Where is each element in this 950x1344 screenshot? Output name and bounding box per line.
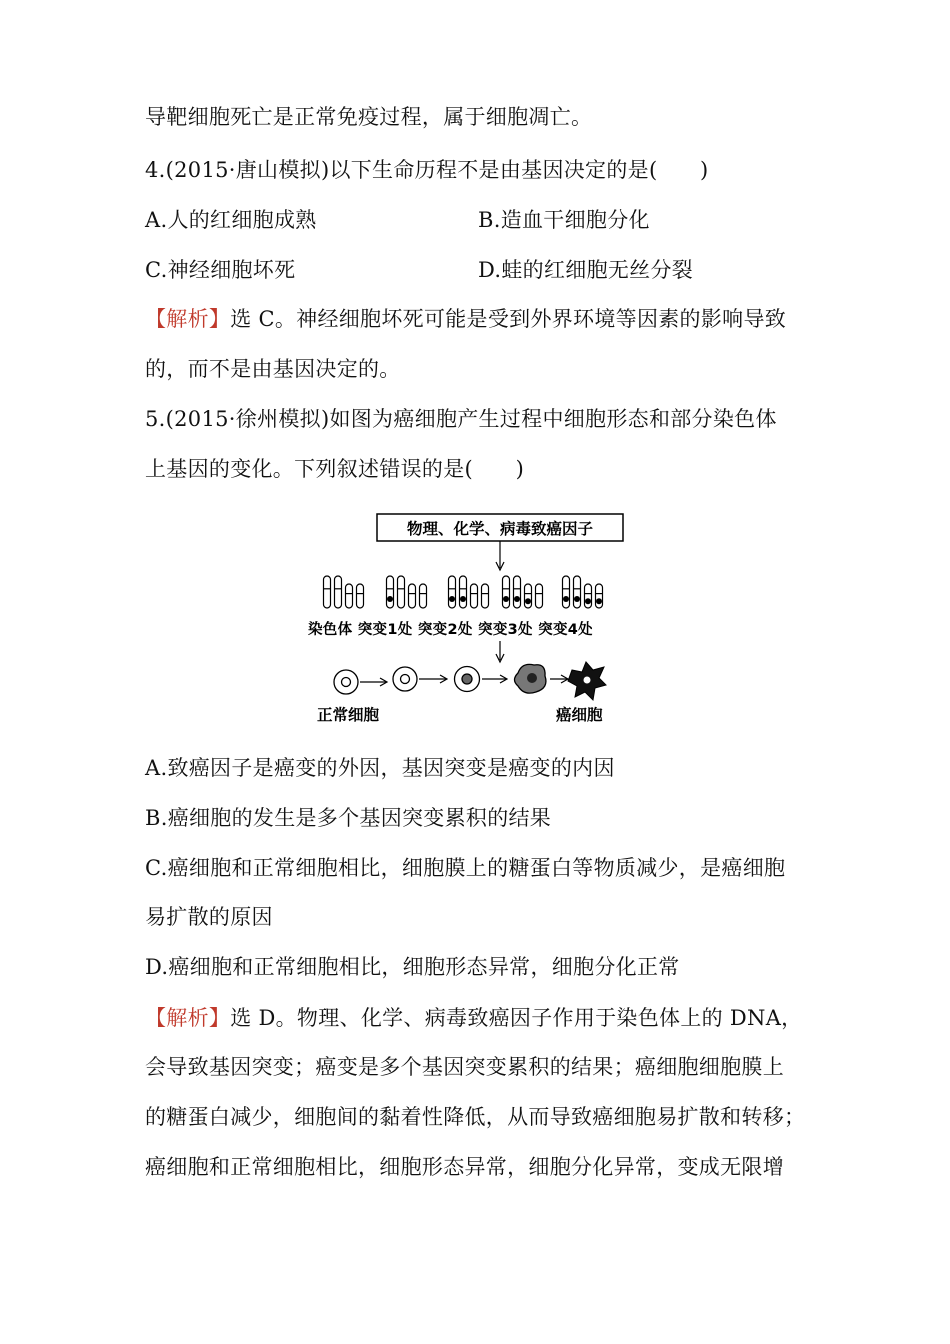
mutation-mark [585, 598, 591, 604]
text-line: 上基因的变化。下列叙述错误的是( ) [145, 457, 525, 481]
chromosome-glyph [503, 576, 510, 608]
chromosome-glyph [563, 576, 570, 608]
chromosome-glyph [324, 576, 331, 608]
stage-labels: 染色体 突变1处 突变2处 突变3处 突变4处 [308, 622, 593, 638]
chromosome-glyph [460, 576, 467, 608]
mutation-mark [460, 596, 466, 602]
analysis-tag: 【解析】 [145, 1006, 231, 1030]
chromosome-glyph [449, 576, 456, 608]
analysis-4 [145, 304, 786, 334]
normal-cell-label: 正常细胞 [317, 706, 380, 724]
chromosome-groups [324, 576, 603, 608]
cell-stage-2-icon [393, 667, 417, 691]
chromosome-glyph [357, 584, 364, 608]
cell-stage-4-icon [515, 664, 546, 693]
factor-box-label: 物理、化学、病毒致癌因子 [406, 520, 594, 538]
chromosome-glyph [574, 576, 581, 608]
q4-option-c: C.神经细胞坏死 [145, 258, 296, 282]
question-5-stem: 5.(2015·徐州模拟)如图为癌细胞产生过程中细胞形态和部分染色体 [145, 407, 777, 431]
cancer-process-figure [306, 510, 646, 730]
chromosome-glyph [585, 584, 592, 608]
cancer-cell-label: 癌细胞 [556, 706, 603, 724]
q5-option-a: A.致癌因子是癌变的外因，基因突变是癌变的内因 [145, 756, 615, 780]
chromosome-glyph [346, 584, 353, 608]
text-line: 导靶细胞死亡是正常免疫过程，属于细胞凋亡。 [145, 105, 593, 129]
analysis-5 [145, 1003, 802, 1033]
mutation-mark [525, 598, 531, 604]
mutation-mark [563, 596, 569, 602]
chromosome-glyph [420, 584, 427, 608]
q5-option-d: D.癌细胞和正常细胞相比，细胞形态异常，细胞分化正常 [145, 955, 680, 979]
mutation-mark [449, 596, 455, 602]
chromosome-glyph [335, 576, 342, 608]
normal-cell-icon [334, 670, 358, 694]
mutation-mark [387, 596, 393, 602]
chromosome-glyph [514, 576, 521, 608]
q4-option-d: D.蛙的红细胞无丝分裂 [478, 258, 694, 282]
mutation-mark [574, 596, 580, 602]
analysis-tag: 【解析】 [145, 307, 231, 331]
text-line: 易扩散的原因 [145, 905, 273, 929]
text-line: 癌细胞和正常细胞相比，细胞形态异常，细胞分化异常，变成无限增 [145, 1155, 784, 1179]
chromosome-glyph [536, 584, 543, 608]
chromosome-glyph [409, 584, 416, 608]
q5-option-c: C.癌细胞和正常细胞相比，细胞膜上的糖蛋白等物质减少，是癌细胞 [145, 856, 786, 880]
question-4-stem: 4.(2015·唐山模拟)以下生命历程不是由基因决定的是( ) [145, 158, 709, 182]
chromosome-glyph [471, 584, 478, 608]
chromosome-glyph [596, 584, 603, 608]
mutation-mark [503, 596, 509, 602]
q4-option-b: B.造血干细胞分化 [478, 208, 650, 232]
mutation-mark [514, 596, 520, 602]
mutation-mark [596, 598, 602, 604]
chromosome-glyph [482, 584, 489, 608]
analysis-5-text: 选 D。物理、化学、病毒致癌因子作用于染色体上的 DNA， [230, 1006, 803, 1030]
chromosome-glyph [525, 584, 532, 608]
text-line: 的糖蛋白减少，细胞间的黏着性降低，从而导致癌细胞易扩散和转移； [145, 1105, 806, 1129]
cancer-cell-icon [568, 662, 606, 700]
analysis-4-text: 选 C。神经细胞坏死可能是受到外界环境等因素的影响导致 [230, 307, 787, 331]
cell-stage-3-icon [455, 667, 480, 692]
q4-option-a: A.人的红细胞成熟 [145, 208, 317, 232]
chromosome-glyph [387, 576, 394, 608]
text-line: 会导致基因突变；癌变是多个基因突变累积的结果；癌细胞细胞膜上 [145, 1055, 784, 1079]
chromosome-glyph [398, 576, 405, 608]
q5-option-b: B.癌细胞的发生是多个基因突变累积的结果 [145, 806, 552, 830]
text-line: 的，而不是由基因决定的。 [145, 357, 401, 381]
